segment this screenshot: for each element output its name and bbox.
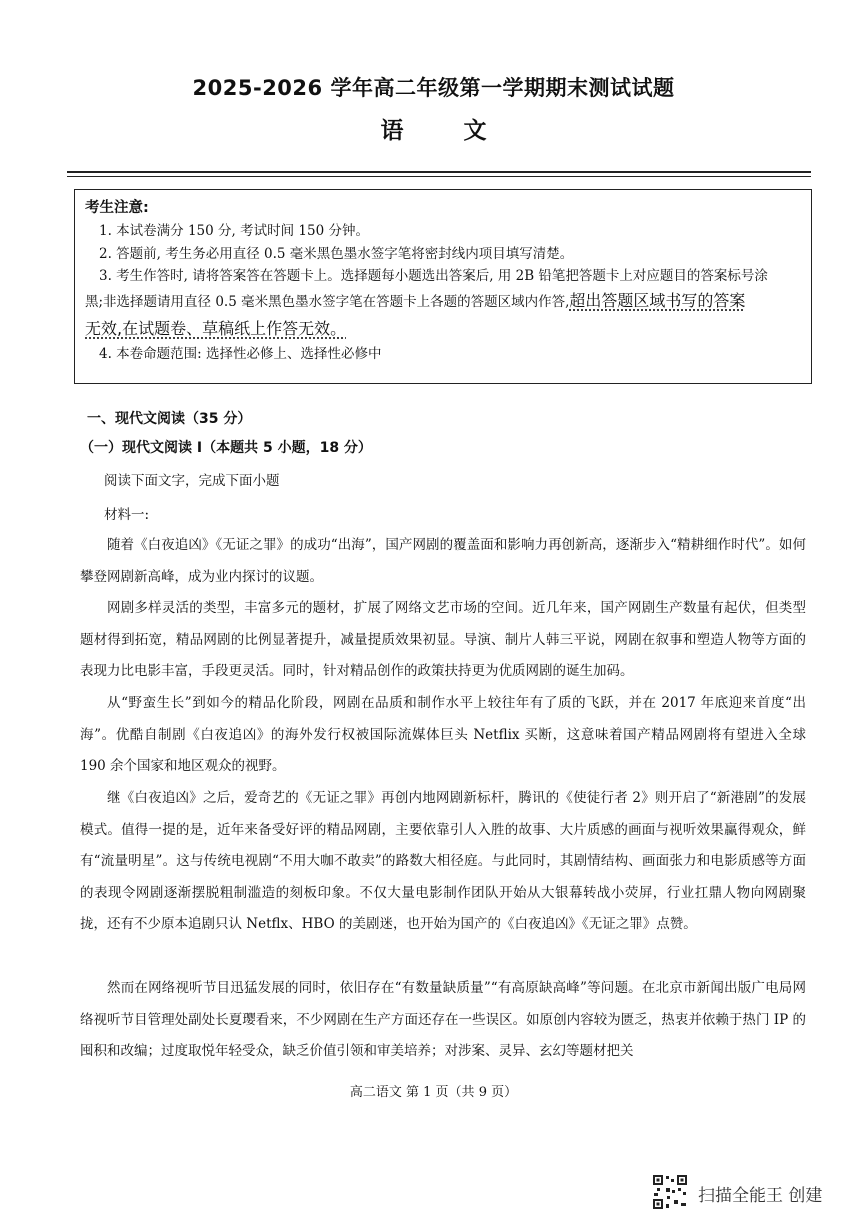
notice-heading: 考生注意: [85,200,149,216]
header-rule-thin [67,176,811,177]
section-heading: 一、现代文阅读（35 分） [87,411,252,427]
exam-title: 2025-2026 学年高二年级第一学期期末测试试题 [192,76,675,100]
header-rule-thick [67,171,811,173]
material-label: 材料一: [104,507,150,523]
scanner-watermark: 扫描全能王 创建 [698,1186,823,1206]
notice-item-1: 1. 本试卷满分 150 分, 考试时间 150 分钟。 [99,223,369,239]
notice-item-3-line2 [85,288,801,315]
paragraph-4: 继《白夜追凶》之后，爱奇艺的《无证之罪》再创内地网剧新标杆，腾讯的《使徒行者 2》则开启了“新港剧”的发展模式。值得一提的是，近年来备受好评的精品网剧，主要依靠引人入胜的故事、大片质感的画面与视听效果赢得观众，鲜有“流量明星”。这与传统电视剧“不用大咖不敢卖”的路数大相径庭。与此同时，其剧情结构、画面张力和电影质感等方面的表现令网剧逐渐摆脱粗制滥造的刻板印象。不仅大量电影制作团队开始从大银幕转战小荧屏，行业扛鼎人物向网剧聚拢，还有不少原本追剧只认 Netflx、HBO 的美剧迷，也开始为国产的《白夜追凶》《无证之罪》点赞。 [80,790,806,932]
paragraph-2: 网剧多样灵活的类型，丰富多元的题材，扩展了网络文艺市场的空间。近几年来，国产网剧生产数量有起伏，但类型题材得到拓宽，精品网剧的比例显著提升，减量提质效果初显。导演、制片人韩三平说，网剧在叙事和塑造人物等方面的表现力比电影丰富，手段更灵活。同时，针对精品创作的政策扶持更为优质网剧的诞生加码。 [80,600,806,679]
subject-title: 语 文 [380,118,513,144]
notice-item-2: 2. 答题前, 考生务必用直径 0.5 毫米黑色墨水签字笔将密封线内项目填写清楚。 [99,245,574,262]
notice-item-3-line1: 3. 考生作答时, 请将答案答在答题卡上。选择题每小题选出答案后, 用 2B 铅笔把答题卡上对应题目的答案标号涂 [99,268,768,284]
notice-item-4: 4. 本卷命题范围: 选择性必修上、选择性必修中 [99,345,382,362]
notice-item-3-line2-b: 超出答题区域书写的答案 [569,290,746,310]
notice-item-3-line2-a: 黑;非选择题请用直径 0.5 毫米黑色墨水签字笔在答题卡上各题的答题区域内作答, [85,293,570,310]
paragraph-1: 随着《白夜追凶》《无证之罪》的成功“出海”，国产网剧的覆盖面和影响力再创新高，逐渐步入“精耕细作时代”。如何攀登网剧新高峰，成为业内探讨的议题。 [80,537,806,585]
subsection-heading: （一）现代文阅读 I（本题共 5 小题，18 分） [80,440,372,456]
page-footer: 高二语文 第 1 页（共 9 页） [349,1085,518,1100]
paragraph-3: 从“野蛮生长”到如今的精品化阶段，网剧在品质和制作水平上较往年有了质的飞跃，并在 2017 年底迎来首度“出海”。优酷自制剧《白夜追凶》的海外发行权被国际流媒体巨头 Netflix 买断，这意味着国产精品网剧将有望进入全球 190 余个国家和地区观众的视野。 [80,695,806,774]
qr-code-icon [652,1174,688,1210]
notice-box [74,189,812,384]
instruction-text: 阅读下面文字，完成下面小题 [104,473,280,489]
paragraph-5: 然而在网络视听节目迅猛发展的同时，依旧存在“有数量缺质量”“有高原缺高峰”等问题。在北京市新闻出版广电局网络视听节目管理处副处长夏璎看来，不少网剧在生产方面还存在一些误区。如原创内容较为匮乏，热衷并依赖于热门 IP 的囤积和改编；过度取悦年轻受众，缺乏价值引领和审美培养；对涉案、灵异、玄幻等题材把关 [80,980,806,1059]
notice-item-3-line3: 无效,在试题卷、草稿纸上作答无效。 [85,318,347,338]
